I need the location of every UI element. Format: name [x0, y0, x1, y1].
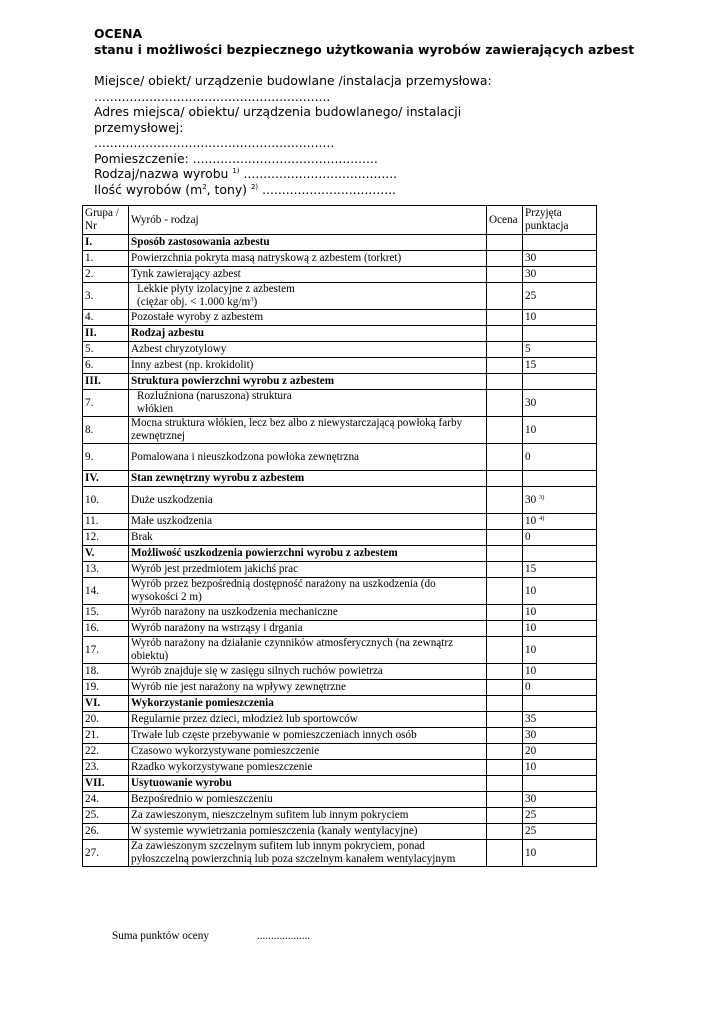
product-description: Mocna struktura włókien, lecz bez albo z niewystarczającą powłoką farby zewnętrznej: [129, 417, 487, 444]
points-value: 30: [525, 729, 537, 741]
document-header: [94, 26, 694, 197]
table-row: [83, 728, 597, 744]
points-cell: [523, 621, 597, 637]
table-row: [83, 840, 597, 867]
row-number: 8.: [83, 417, 129, 444]
table-row: [83, 605, 597, 621]
table-row: [83, 792, 597, 808]
points-summary: [112, 930, 310, 942]
rating-cell[interactable]: [487, 840, 523, 867]
points-value: 10: [525, 584, 537, 597]
row-number: 5.: [83, 342, 129, 358]
group-title: Sposób zastosowania azbestu: [129, 235, 487, 251]
points-cell: [523, 840, 597, 867]
row-number: 27.: [83, 840, 129, 867]
rating-cell[interactable]: [487, 696, 523, 712]
place-label: Miejsce/ obiekt/ urządzenie budowlane /instalacja przemysłowa:: [94, 73, 492, 88]
row-number: 19.: [83, 680, 129, 696]
rating-cell[interactable]: [487, 471, 523, 487]
rating-cell[interactable]: [487, 487, 523, 514]
product-description: [129, 283, 487, 310]
points-cell: [523, 342, 597, 358]
table-row: [83, 417, 597, 444]
points-cell: [523, 605, 597, 621]
group-title: Stan zewnętrzny wyrobu z azbestem: [129, 471, 487, 487]
points-cell: [523, 444, 597, 471]
points-value: 25: [525, 825, 537, 837]
group-header-row: [83, 374, 597, 390]
rating-cell[interactable]: [487, 664, 523, 680]
table-row: [83, 342, 597, 358]
product-description: Azbest chryzotylowy: [129, 342, 487, 358]
points-value: 0: [525, 681, 531, 693]
product-description: Pozostałe wyroby z azbestem: [129, 310, 487, 326]
header-points: Przyjęta punktacja: [523, 206, 597, 235]
points-cell: [523, 514, 597, 530]
points-cell: [523, 530, 597, 546]
rating-cell[interactable]: [487, 637, 523, 664]
points-cell: [523, 776, 597, 792]
points-value: 10: [525, 606, 537, 618]
product-description: Wyrób znajduje się w zasięgu silnych ruchów powietrza: [129, 664, 487, 680]
quantity-field: [94, 182, 694, 198]
room-field: Pomieszczenie: ...............................................: [94, 150, 378, 166]
points-value: 30: [525, 493, 537, 506]
product-description: Pomalowana i nieuszkodzona powłoka zewnętrzna: [129, 444, 487, 471]
row-number: II.: [83, 326, 129, 342]
row-number: 21.: [83, 728, 129, 744]
product-label: Rodzaj/nazwa wyrobu: [94, 166, 229, 181]
footnote-1-marker: 1): [232, 167, 240, 175]
points-value: 30: [525, 268, 537, 280]
points-value: 10: [525, 311, 537, 323]
rating-cell[interactable]: [487, 251, 523, 267]
points-cell: [523, 358, 597, 374]
group-title: Struktura powierzchni wyrobu z azbestem: [129, 374, 487, 390]
rating-cell[interactable]: [487, 444, 523, 471]
points-cell: [523, 664, 597, 680]
row-number: 26.: [83, 824, 129, 840]
rating-cell[interactable]: [487, 530, 523, 546]
points-value: 30: [525, 252, 537, 264]
row-number: 11.: [83, 514, 129, 530]
points-cell: [523, 712, 597, 728]
product-description: Wyrób przez bezpośrednią dostępność narażony na uszkodzenia (do wysokości 2 m): [129, 578, 487, 605]
rating-cell[interactable]: [487, 417, 523, 444]
rating-cell[interactable]: [487, 680, 523, 696]
rating-cell[interactable]: [487, 342, 523, 358]
table-row: [83, 578, 597, 605]
row-number: 1.: [83, 251, 129, 267]
group-title: Możliwość uszkodzenia powierzchni wyrobu z azbestem: [129, 546, 487, 562]
points-value: 10: [525, 665, 537, 677]
rating-cell[interactable]: [487, 326, 523, 342]
rating-cell[interactable]: [487, 760, 523, 776]
table-row: [83, 562, 597, 578]
quantity-label-end: , tony): [206, 181, 247, 197]
points-value: 15: [525, 563, 537, 575]
rating-cell[interactable]: [487, 712, 523, 728]
points-cell: [523, 310, 597, 326]
row-number: I.: [83, 235, 129, 251]
row-number: VII.: [83, 776, 129, 792]
product-dots: .......................................: [243, 166, 398, 181]
points-cell: [523, 326, 597, 342]
points-cell: [523, 578, 597, 605]
row-number: VI.: [83, 696, 129, 712]
summary-label: Suma punktów oceny: [112, 930, 209, 942]
points-value: 0: [525, 450, 531, 463]
product-description: Wyrób jest przedmiotem jakichś prac: [129, 562, 487, 578]
points-cell: [523, 235, 597, 251]
product-description: Bezpośrednio w pomieszczeniu: [129, 792, 487, 808]
table-row: [83, 680, 597, 696]
group-title: Rodzaj azbestu: [129, 326, 487, 342]
points-cell: [523, 824, 597, 840]
group-header-row: [83, 326, 597, 342]
row-number: 10.: [83, 487, 129, 514]
product-description: Za zawieszonym, nieszczelnym sufitem lub innym pokryciem: [129, 808, 487, 824]
points-footnote-marker: 4): [538, 515, 545, 522]
row-number: 25.: [83, 808, 129, 824]
description-line-2: [137, 296, 484, 309]
points-cell: [523, 417, 597, 444]
place-field: ............................................................: [94, 88, 331, 104]
table-row: [83, 514, 597, 530]
product-description: Brak: [129, 530, 487, 546]
row-number: III.: [83, 374, 129, 390]
table-row: [83, 808, 597, 824]
points-value: 10: [525, 643, 537, 656]
points-cell: [523, 728, 597, 744]
points-cell: [523, 744, 597, 760]
points-cell: [523, 487, 597, 514]
rating-cell[interactable]: [487, 358, 523, 374]
header-group-nr: Grupa / Nr: [83, 206, 129, 235]
table-row: [83, 637, 597, 664]
row-number: 15.: [83, 605, 129, 621]
points-cell: [523, 374, 597, 390]
points-footnote-marker: 3): [538, 493, 545, 501]
rating-cell[interactable]: [487, 744, 523, 760]
row-number: 2.: [83, 267, 129, 283]
document-subtitle: stanu i możliwości bezpiecznego użytkowania wyrobów zawierających azbest: [94, 41, 635, 57]
table-row: [83, 744, 597, 760]
points-cell: [523, 808, 597, 824]
description-line-1: Lekkie płyty izolacyjne z azbestem: [137, 283, 295, 295]
points-value: 5: [525, 343, 531, 355]
product-description: Powierzchnia pokryta masą natryskową z azbestem (torkret): [129, 251, 487, 267]
points-cell: [523, 637, 597, 664]
table-row: [83, 712, 597, 728]
product-description: Wyrób narażony na wstrząsy i drgania: [129, 621, 487, 637]
table-row: [83, 664, 597, 680]
group-header-row: [83, 776, 597, 792]
row-number: 9.: [83, 444, 129, 471]
row-number: 24.: [83, 792, 129, 808]
header-product-type: Wyrób - rodzaj: [129, 206, 487, 235]
product-description: Inny azbest (np. krokidolit): [129, 358, 487, 374]
rating-cell[interactable]: [487, 621, 523, 637]
table-row: [83, 358, 597, 374]
product-field: [94, 166, 694, 182]
product-description: Wyrób narażony na działanie czynników atmosferycznych (na zewnątrz obiektu): [129, 637, 487, 664]
address-field: .............................................................: [94, 135, 335, 150]
rating-cell[interactable]: [487, 514, 523, 530]
product-description: Rzadko wykorzystywane pomieszczenie: [129, 760, 487, 776]
address-label-line-2: przemysłowej:: [94, 119, 184, 135]
row-number: 14.: [83, 578, 129, 605]
row-number: 23.: [83, 760, 129, 776]
points-cell: [523, 546, 597, 562]
product-description: Czasowo wykorzystywane pomieszczenie: [129, 744, 487, 760]
group-title: Wykorzystanie pomieszczenia: [129, 696, 487, 712]
points-cell: [523, 251, 597, 267]
points-cell: [523, 696, 597, 712]
group-header-row: [83, 235, 597, 251]
points-value: 10: [525, 423, 537, 436]
points-value: 30: [525, 396, 537, 409]
rating-cell[interactable]: [487, 267, 523, 283]
row-number: 16.: [83, 621, 129, 637]
points-value: 10: [525, 515, 537, 527]
product-description: Za zawieszonym szczelnym sufitem lub innym pokryciem, ponad pyłoszczelną powierzchnią lub poza szczelnym kanałem wentylacyjnym: [129, 840, 487, 867]
row-number: 4.: [83, 310, 129, 326]
description-line-2-text: (ciężar obj. < 1.000 kg/m: [137, 296, 251, 308]
group-title: Usytuowanie wyrobu: [129, 776, 487, 792]
table-row: [83, 621, 597, 637]
group-header-row: [83, 696, 597, 712]
square-superscript: 2: [202, 182, 207, 191]
product-description: Regularnie przez dzieci, młodzież lub sportowców: [129, 712, 487, 728]
row-number: 12.: [83, 530, 129, 546]
table-row: [83, 267, 597, 283]
assessment-table: [82, 205, 597, 867]
table-row: [83, 444, 597, 471]
row-number: 13.: [83, 562, 129, 578]
rating-cell[interactable]: [487, 310, 523, 326]
points-cell: [523, 390, 597, 417]
group-header-row: [83, 471, 597, 487]
row-number: 7.: [83, 390, 129, 417]
group-header-row: [83, 546, 597, 562]
points-value: 25: [525, 289, 537, 302]
description-line-2: [137, 403, 484, 416]
table-row: [83, 283, 597, 310]
table-row: [83, 824, 597, 840]
unit-superscript: 3: [250, 296, 254, 303]
row-number: 3.: [83, 283, 129, 310]
points-value: 15: [525, 359, 537, 371]
row-number: IV.: [83, 471, 129, 487]
address-label-line-1: Adres miejsca/ obiektu/ urządzenia budowlanego/ instalacji: [94, 104, 462, 119]
points-value: 30: [525, 793, 537, 805]
rating-cell[interactable]: [487, 776, 523, 792]
points-value: 10: [525, 846, 537, 859]
points-cell: [523, 792, 597, 808]
rating-cell[interactable]: [487, 390, 523, 417]
points-value: 20: [525, 745, 537, 757]
quantity-label: Ilość wyrobów (m: [94, 181, 203, 197]
row-number: 20.: [83, 712, 129, 728]
points-value: 35: [525, 713, 537, 725]
row-number: 22.: [83, 744, 129, 760]
rating-cell[interactable]: [487, 235, 523, 251]
table-row: [83, 251, 597, 267]
quantity-dots: ..................................: [262, 181, 397, 197]
row-number: 18.: [83, 664, 129, 680]
product-description: Małe uszkodzenia: [129, 514, 487, 530]
footnote-2-marker: 2): [250, 182, 259, 191]
product-description: Duże uszkodzenia: [129, 487, 487, 514]
rating-cell[interactable]: [487, 792, 523, 808]
points-cell: [523, 267, 597, 283]
points-cell: [523, 760, 597, 776]
rating-cell[interactable]: [487, 562, 523, 578]
description-line-1: Rozluźniona (naruszona) struktura: [137, 390, 292, 402]
row-number: 17.: [83, 637, 129, 664]
document-title: OCENA: [94, 26, 143, 41]
description-line-2-text: włókien: [137, 403, 174, 415]
summary-dots: ...................: [256, 930, 311, 942]
product-description: W systemie wywietrzania pomieszczenia (kanały wentylacyjne): [129, 824, 487, 840]
product-description: Trwałe lub częste przebywanie w pomieszczeniach innych osób: [129, 728, 487, 744]
table-row: [83, 760, 597, 776]
table-row: [83, 390, 597, 417]
row-number: V.: [83, 546, 129, 562]
rating-cell[interactable]: [487, 824, 523, 840]
table-row: [83, 487, 597, 514]
points-cell: [523, 471, 597, 487]
points-cell: [523, 562, 597, 578]
rating-cell[interactable]: [487, 808, 523, 824]
product-description: Wyrób nie jest narażony na wpływy zewnętrzne: [129, 680, 487, 696]
product-description: Wyrób narażony na uszkodzenia mechaniczne: [129, 605, 487, 621]
rating-cell[interactable]: [487, 578, 523, 605]
points-value: 10: [525, 622, 537, 634]
points-cell: [523, 680, 597, 696]
table-header-row: [83, 206, 597, 235]
row-number: 6.: [83, 358, 129, 374]
header-rating: Ocena: [487, 206, 523, 235]
rating-cell[interactable]: [487, 283, 523, 310]
points-value: 25: [525, 809, 537, 821]
rating-cell[interactable]: [487, 728, 523, 744]
description-line-2-end: ): [253, 296, 258, 308]
points-cell: [523, 283, 597, 310]
product-description: Tynk zawierający azbest: [129, 267, 487, 283]
product-description: [129, 390, 487, 417]
points-value: 0: [525, 531, 531, 543]
table-row: [83, 310, 597, 326]
table-row: [83, 530, 597, 546]
rating-cell[interactable]: [487, 605, 523, 621]
rating-cell[interactable]: [487, 374, 523, 390]
points-value: 10: [525, 761, 537, 773]
rating-cell[interactable]: [487, 546, 523, 562]
table-body: [83, 235, 597, 867]
